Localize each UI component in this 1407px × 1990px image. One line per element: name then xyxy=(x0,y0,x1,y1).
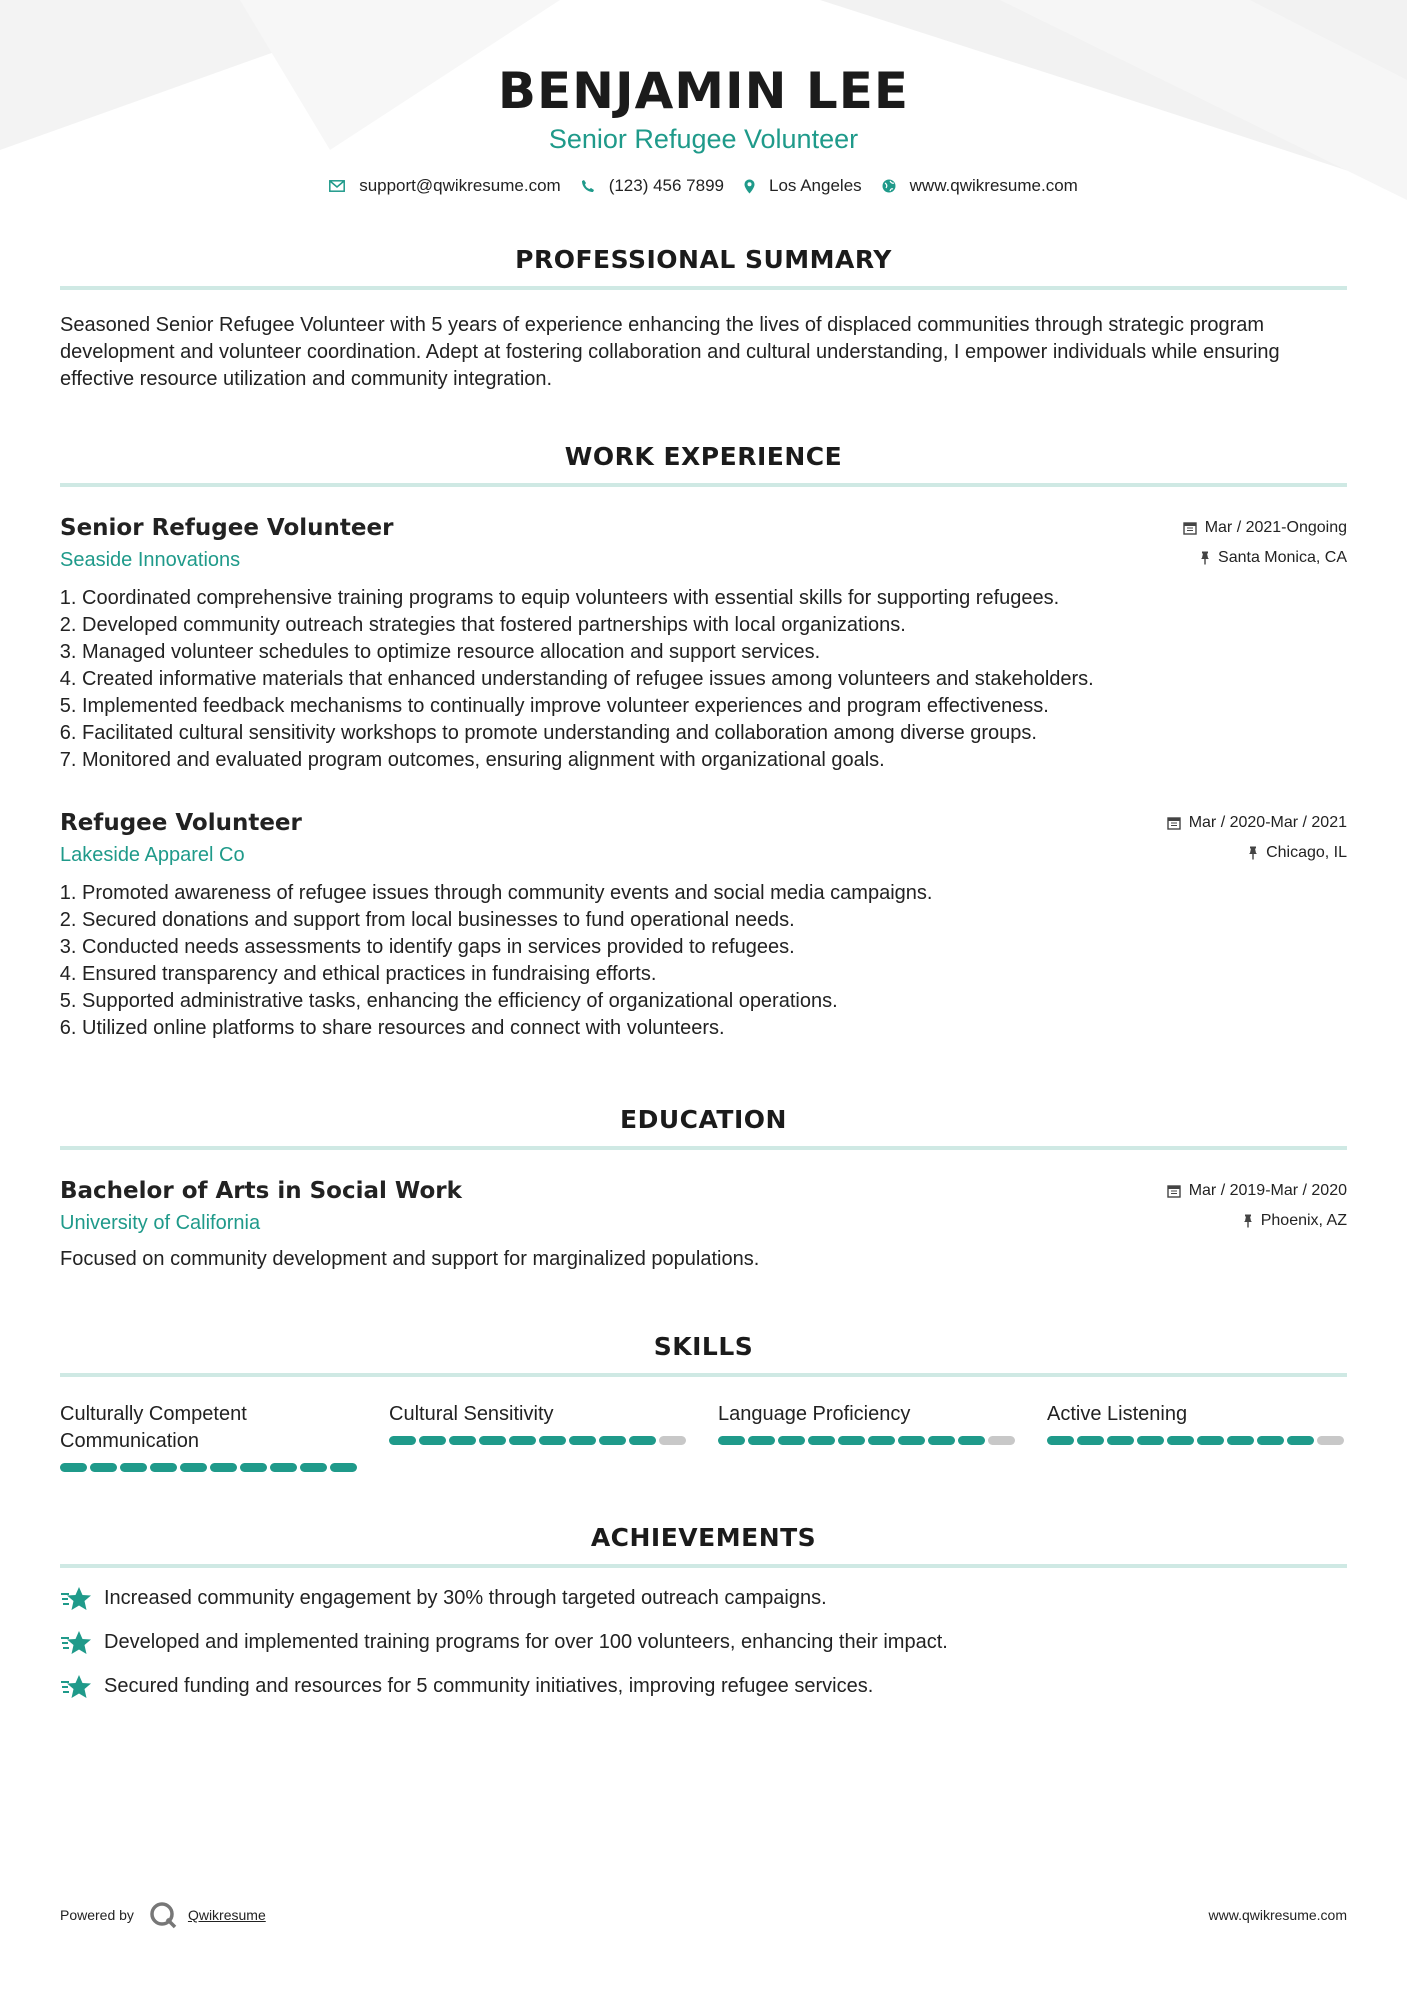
skill-segment-filled xyxy=(90,1463,117,1472)
achievement-text: Developed and implemented training programs for over 100 volunteers, enhancing their impact. xyxy=(104,1631,948,1653)
achievement-item xyxy=(60,1629,1347,1656)
skill-segment-filled xyxy=(569,1436,596,1445)
skills-list xyxy=(60,1401,1347,1472)
job-dates: Mar / 2021-Ongoing xyxy=(1204,519,1347,536)
list-item: 3. Managed volunteer schedules to optimize resource allocation and support services. xyxy=(82,639,1347,666)
list-item: 2. Developed community outreach strategies that fostered partnerships with local organizations. xyxy=(82,612,1347,639)
section-divider xyxy=(60,483,1347,487)
skill-segment-filled xyxy=(1287,1436,1314,1445)
calendar-icon xyxy=(1167,1184,1181,1198)
skill-item xyxy=(1047,1401,1347,1472)
skill-segment-filled xyxy=(449,1436,476,1445)
achievement-text: Increased community engagement by 30% through targeted outreach campaigns. xyxy=(104,1587,827,1609)
list-item: 6. Utilized online platforms to share resources and connect with volunteers. xyxy=(82,1015,1347,1042)
skills-section xyxy=(60,1331,1347,1472)
globe-icon xyxy=(882,179,896,193)
skill-segment-filled xyxy=(150,1463,177,1472)
section-divider xyxy=(60,1373,1347,1377)
calendar-icon xyxy=(1167,816,1181,830)
skill-level-bar xyxy=(389,1436,689,1445)
skill-level-bar xyxy=(718,1436,1018,1445)
experience-section xyxy=(60,441,1347,1042)
summary-section xyxy=(60,244,1347,393)
list-item: 1. Coordinated comprehensive training programs to equip volunteers with essential skills for supporting refugees. xyxy=(82,585,1347,612)
education-section xyxy=(60,1104,1347,1273)
skill-segment-filled xyxy=(1227,1436,1254,1445)
skill-segment-filled xyxy=(928,1436,955,1445)
email-text: support@qwikresume.com xyxy=(359,176,561,195)
skill-segment-filled xyxy=(898,1436,925,1445)
skill-item xyxy=(60,1401,360,1472)
school-name: University of California xyxy=(60,1212,261,1234)
education-dates: Mar / 2019-Mar / 2020 xyxy=(1188,1182,1347,1199)
contact-bar xyxy=(60,176,1347,196)
footer-website[interactable]: www.qwikresume.com xyxy=(1208,1907,1347,1923)
skill-segment-empty xyxy=(988,1436,1015,1445)
job-dates: Mar / 2020-Mar / 2021 xyxy=(1188,814,1347,831)
skill-segment-filled xyxy=(808,1436,835,1445)
list-item: 7. Monitored and evaluated program outcomes, ensuring alignment with organizational goals. xyxy=(82,747,1347,774)
candidate-role: Senior Refugee Volunteer xyxy=(548,124,859,154)
skill-item xyxy=(718,1401,1018,1472)
skill-segment-filled xyxy=(629,1436,656,1445)
job-location: Chicago, IL xyxy=(1266,844,1347,861)
phone-icon xyxy=(581,179,595,193)
skill-segment-filled xyxy=(479,1436,506,1445)
skill-segment-empty xyxy=(1317,1436,1344,1445)
education-description: Focused on community development and support for marginalized populations. xyxy=(60,1248,760,1270)
skill-segment-filled xyxy=(1257,1436,1284,1445)
skill-segment-filled xyxy=(748,1436,775,1445)
location-text: Los Angeles xyxy=(769,176,862,195)
skill-segment-filled xyxy=(509,1436,536,1445)
pushpin-icon xyxy=(1248,846,1258,860)
section-divider xyxy=(60,1146,1347,1150)
star-icon xyxy=(60,1674,92,1700)
pushpin-icon xyxy=(1243,1214,1253,1228)
star-icon xyxy=(60,1586,92,1612)
skill-segment-filled xyxy=(1197,1436,1224,1445)
skill-segment-filled xyxy=(210,1463,237,1472)
skill-segment-filled xyxy=(1077,1436,1104,1445)
achievement-item xyxy=(60,1585,1347,1612)
pushpin-icon xyxy=(1200,551,1210,565)
experience-title: WORK EXPERIENCE xyxy=(564,442,843,471)
summary-text: Seasoned Senior Refugee Volunteer with 5 years of experience enhancing the lives of displaced communities through strategic program development and volunteer coordination. Adept at fostering collaboration and cultural understanding, I empower individuals while ensuring effective resource utilization and community integration. xyxy=(60,314,1280,390)
contact-website[interactable] xyxy=(882,176,1078,196)
skill-segment-filled xyxy=(240,1463,267,1472)
skill-segment-filled xyxy=(868,1436,895,1445)
skill-segment-filled xyxy=(389,1436,416,1445)
job-bullets xyxy=(60,585,1347,774)
map-pin-icon xyxy=(744,179,755,194)
skill-segment-filled xyxy=(270,1463,297,1472)
skill-level-bar xyxy=(60,1463,360,1472)
skill-segment-empty xyxy=(659,1436,686,1445)
contact-phone[interactable] xyxy=(581,176,724,196)
skill-segment-filled xyxy=(1137,1436,1164,1445)
skill-segment-filled xyxy=(419,1436,446,1445)
skill-name: Language Proficiency xyxy=(718,1403,911,1425)
job-location: Santa Monica, CA xyxy=(1218,549,1347,566)
education-title: EDUCATION xyxy=(620,1105,787,1134)
job-title: Senior Refugee Volunteer xyxy=(60,515,394,541)
list-item: 3. Conducted needs assessments to identify gaps in services provided to refugees. xyxy=(82,934,1347,961)
skill-segment-filled xyxy=(778,1436,805,1445)
skill-segment-filled xyxy=(120,1463,147,1472)
calendar-icon xyxy=(1183,521,1197,535)
list-item: 5. Supported administrative tasks, enhancing the efficiency of organizational operations. xyxy=(82,988,1347,1015)
candidate-name: BENJAMIN LEE xyxy=(497,62,910,120)
skill-item xyxy=(389,1401,689,1472)
skill-segment-filled xyxy=(300,1463,327,1472)
job-title: Refugee Volunteer xyxy=(60,810,302,836)
education-location: Phoenix, AZ xyxy=(1260,1212,1347,1229)
skill-segment-filled xyxy=(180,1463,207,1472)
skill-segment-filled xyxy=(599,1436,626,1445)
skill-segment-filled xyxy=(838,1436,865,1445)
skill-segment-filled xyxy=(958,1436,985,1445)
list-item: 2. Secured donations and support from local businesses to fund operational needs. xyxy=(82,907,1347,934)
job-company: Lakeside Apparel Co xyxy=(60,844,245,866)
list-item: 1. Promoted awareness of refugee issues through community events and social media campaigns. xyxy=(82,880,1347,907)
skill-segment-filled xyxy=(1047,1436,1074,1445)
education-entry xyxy=(60,1176,1347,1273)
qwikresume-link[interactable]: Qwikresume xyxy=(187,1907,266,1923)
skill-segment-filled xyxy=(330,1463,357,1472)
degree-title: Bachelor of Arts in Social Work xyxy=(60,1178,462,1204)
skill-segment-filled xyxy=(718,1436,745,1445)
list-item: 4. Ensured transparency and ethical practices in fundraising efforts. xyxy=(82,961,1347,988)
achievements-title: ACHIEVEMENTS xyxy=(590,1523,817,1552)
envelope-icon xyxy=(329,180,345,192)
skill-segment-filled xyxy=(1107,1436,1134,1445)
website-text: www.qwikresume.com xyxy=(909,176,1078,195)
contact-email[interactable] xyxy=(329,176,561,196)
achievement-text: Secured funding and resources for 5 community initiatives, improving refugee services. xyxy=(104,1675,874,1697)
footer xyxy=(60,1900,1347,1930)
powered-by-label: Powered by xyxy=(60,1907,134,1923)
job-entry xyxy=(60,808,1347,1042)
section-divider xyxy=(60,1564,1347,1568)
achievements-section xyxy=(60,1522,1347,1700)
skill-level-bar xyxy=(1047,1436,1347,1445)
summary-title: PROFESSIONAL SUMMARY xyxy=(515,245,892,274)
star-icon xyxy=(60,1630,92,1656)
achievement-item xyxy=(60,1673,1347,1700)
skill-name: Active Listening xyxy=(1047,1403,1188,1425)
skill-segment-filled xyxy=(60,1463,87,1472)
contact-location xyxy=(744,176,862,196)
list-item: 4. Created informative materials that enhanced understanding of refugee issues among volunteers and stakeholders. xyxy=(82,666,1347,693)
skill-segment-filled xyxy=(1167,1436,1194,1445)
section-divider xyxy=(60,286,1347,290)
job-bullets xyxy=(60,880,1347,1042)
list-item: 6. Facilitated cultural sensitivity workshops to promote understanding and collaboration among diverse groups. xyxy=(82,720,1347,747)
job-entry xyxy=(60,513,1347,774)
job-company: Seaside Innovations xyxy=(60,549,241,571)
skill-segment-filled xyxy=(539,1436,566,1445)
skills-title: SKILLS xyxy=(653,1332,754,1361)
qwikresume-logo-icon xyxy=(148,1900,178,1930)
phone-text: (123) 456 7899 xyxy=(608,176,725,195)
list-item: 5. Implemented feedback mechanisms to continually improve volunteer experiences and program effectiveness. xyxy=(82,693,1347,720)
skill-name: Culturally Competent Communication xyxy=(60,1403,247,1452)
skill-name: Cultural Sensitivity xyxy=(389,1403,554,1425)
